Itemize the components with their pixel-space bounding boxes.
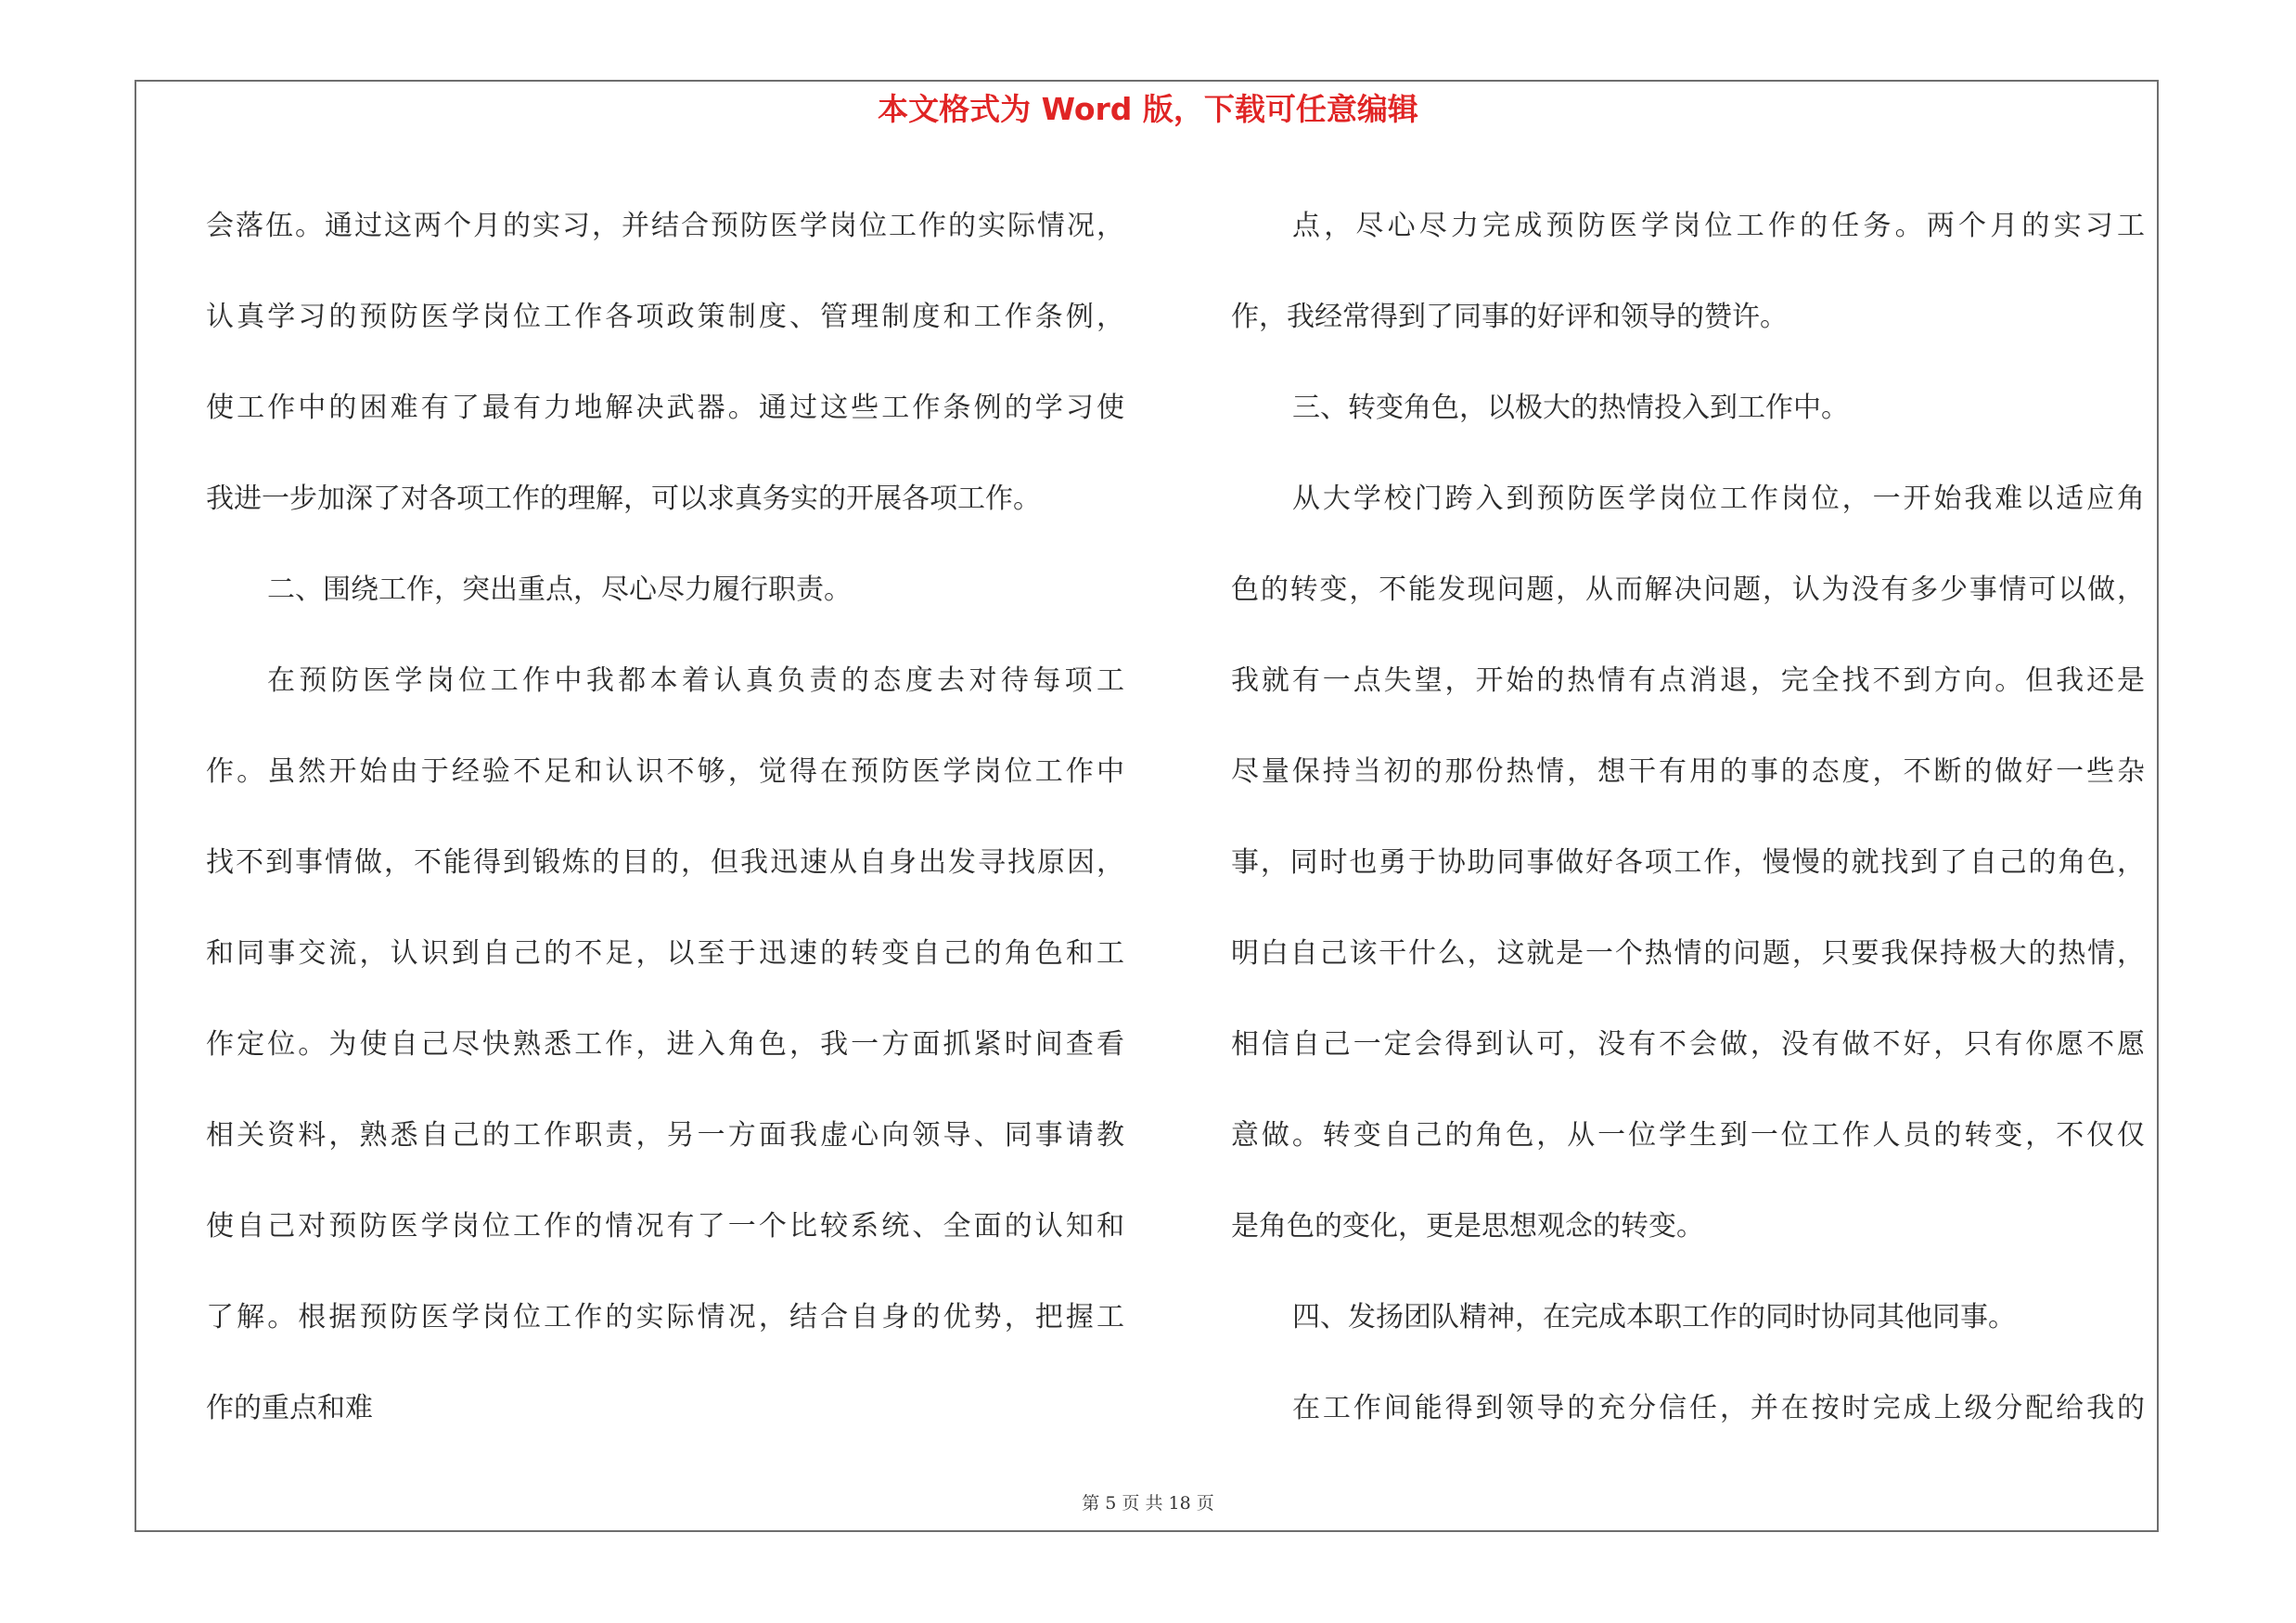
text-line: 在工作间能得到领导的充分信任，并在按时完成上级分配给我的 xyxy=(1292,1392,2145,1424)
section-heading: 四、发扬团队精神，在完成本职工作的同时协同其他同事。 xyxy=(1292,1301,2016,1333)
text-line: 相关资料，熟悉自己的工作职责，另一方面我虚心向领导、同事请教 xyxy=(206,1119,1124,1152)
text-line: 相信自己一定会得到认可，没有不会做，没有做不好，只有你愿不愿 xyxy=(1231,1028,2145,1061)
text-line: 作定位。为使自己尽快熟悉工作，进入角色，我一方面抓紧时间查看 xyxy=(206,1028,1124,1061)
text-line: 使自己对预防医学岗位工作的情况有了一个比较系统、全面的认知和 xyxy=(206,1210,1124,1243)
section-heading: 三、转变角色，以极大的热情投入到工作中。 xyxy=(1292,392,1849,424)
text-line: 色的转变，不能发现问题，从而解决问题，认为没有多少事情可以做， xyxy=(1231,573,2145,606)
text-line: 了解。根据预防医学岗位工作的实际情况，结合自身的优势，把握工 xyxy=(206,1301,1124,1333)
text-line: 是角色的变化，更是思想观念的转变。 xyxy=(1231,1210,1704,1243)
text-line: 作，我经常得到了同事的好评和领导的赞许。 xyxy=(1231,301,1788,333)
text-line: 我进一步加深了对各项工作的理解，可以求真务实的开展各项工作。 xyxy=(206,483,1041,515)
text-line: 事，同时也勇于协助同事做好各项工作，慢慢的就找到了自己的角色， xyxy=(1231,846,2145,879)
text-line: 从大学校门跨入到预防医学岗位工作岗位，一开始我难以适应角 xyxy=(1292,483,2145,515)
text-line: 作。虽然开始由于经验不足和认识不够，觉得在预防医学岗位工作中 xyxy=(206,755,1124,788)
text-line: 点，尽心尽力完成预防医学岗位工作的任务。两个月的实习工 xyxy=(1292,210,2145,242)
left-column xyxy=(206,181,1124,1454)
text-line: 我就有一点失望，开始的热情有点消退，完全找不到方向。但我还是 xyxy=(1231,664,2145,697)
right-column xyxy=(1231,181,2145,1454)
text-line: 明白自己该干什么，这就是一个热情的问题，只要我保持极大的热情， xyxy=(1231,937,2145,970)
text-line: 认真学习的预防医学岗位工作各项政策制度、管理制度和工作条例， xyxy=(206,301,1124,333)
text-line: 意做。转变自己的角色，从一位学生到一位工作人员的转变，不仅仅 xyxy=(1231,1119,2145,1152)
text-line: 尽量保持当初的那份热情，想干有用的事的态度，不断的做好一些杂 xyxy=(1231,755,2145,788)
text-line: 找不到事情做，不能得到锻炼的目的，但我迅速从自身出发寻找原因， xyxy=(206,846,1124,879)
section-heading: 二、围绕工作，突出重点，尽心尽力履行职责。 xyxy=(267,573,852,606)
text-line: 和同事交流，认识到自己的不足，以至于迅速的转变自己的角色和工 xyxy=(206,937,1124,970)
page-number: 第 5 页 共 18 页 xyxy=(1082,1493,1214,1514)
text-line: 作的重点和难 xyxy=(206,1392,373,1424)
text-line: 会落伍。通过这两个月的实习，并结合预防医学岗位工作的实际情况， xyxy=(206,210,1124,242)
text-line: 使工作中的困难有了最有力地解决武器。通过这些工作条例的学习使 xyxy=(206,392,1124,424)
format-banner: 本文格式为 Word 版，下载可任意编辑 xyxy=(878,91,1418,127)
text-line: 在预防医学岗位工作中我都本着认真负责的态度去对待每项工 xyxy=(267,664,1124,697)
